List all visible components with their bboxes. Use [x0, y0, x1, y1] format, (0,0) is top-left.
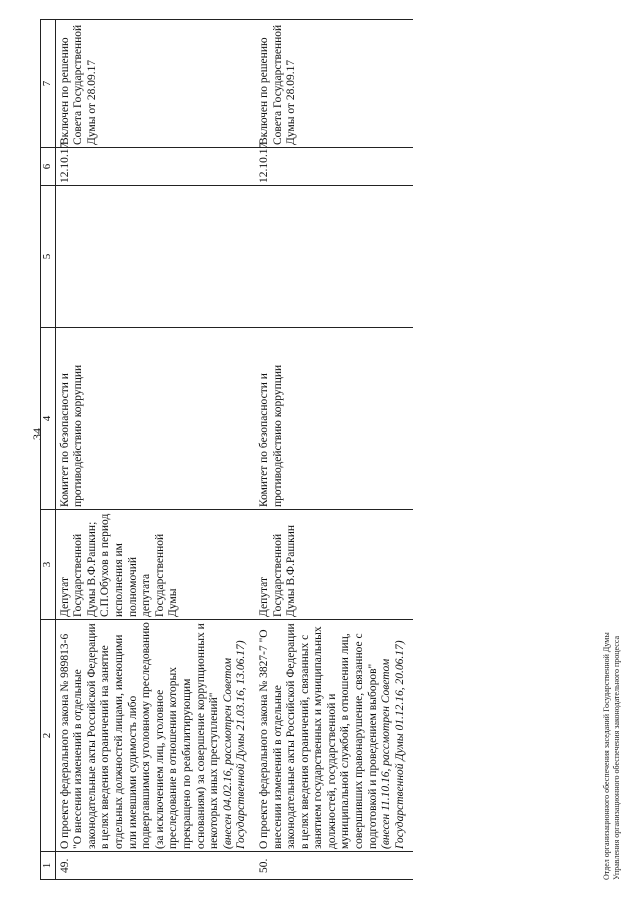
- responsible-committee: Комитет по безопасности и противодействию коррупции: [55, 328, 255, 510]
- inclusion-status: Включен по решению Совета Государственной Думы от 28.09.17: [55, 20, 255, 148]
- col-header-3: 3: [41, 510, 56, 620]
- column-5-cell: [55, 186, 255, 328]
- bill-note: (внесен 11.10.16, рассмотрен Советом Государственной Думы 01.12.16, 20.06.17): [380, 640, 406, 849]
- col-header-6: 6: [41, 148, 56, 186]
- table-row: [255, 20, 414, 880]
- footer-line-1: Отдел организационного обеспечения заседаний Государственной Думы: [602, 632, 611, 880]
- col-header-2: 2: [41, 620, 56, 852]
- bill-title: О проекте федерального закона № 3827-7 "О внесении изменений в отдельные законодательные акты Российской Федерации в целях введения ограничений, связанных с занятием государственных и муниципальных должностей, государственной и муниципальной службой, в отношении лиц, совершивших правонарушение, связанное с подготовкой и проведением выборов": [257, 623, 379, 849]
- table-row: [55, 20, 255, 880]
- page-footer: [602, 632, 622, 880]
- consideration-date: 12.10.17: [255, 148, 414, 186]
- row-number: 50.: [255, 852, 414, 880]
- col-header-5: 5: [41, 186, 56, 328]
- col-header-1: 1: [41, 852, 56, 880]
- inclusion-status: Включен по решению Совета Государственной Думы от 28.09.17: [255, 20, 414, 148]
- consideration-date: 12.10.17: [55, 148, 255, 186]
- table-header-row: [41, 20, 56, 880]
- column-5-cell: [255, 186, 414, 328]
- bills-table: [40, 19, 413, 880]
- row-number: 49.: [55, 852, 255, 880]
- col-header-4: 4: [41, 328, 56, 510]
- bill-note: (внесен 04.02.16, рассмотрен Советом Государственной Думы 21.03.16, 13.06.17): [221, 640, 248, 849]
- col-header-7: 7: [41, 20, 56, 148]
- bill-cell: [55, 620, 255, 852]
- bill-author: Депутат Государственной Думы В.Ф.Рашкин: [255, 510, 414, 620]
- rotated-sheet: [40, 20, 640, 880]
- footer-line-2: Управления организационного обеспечения законодательного процесса: [612, 635, 621, 880]
- bill-title: О проекте федерального закона № 989813-6 "О внесении изменений в отдельные законодательные акты Российской Федерации в целях введения ограничений на занятие отдельных должностей лицами, имеющими или имевшими судимость либо подвергавшимися уголовному преследованию (за исключением лиц, уголовное преследование в отношении которых прекращено по реабилитирующим основаниям) за совершение коррупционных и некоторых иных преступлений": [58, 622, 221, 849]
- responsible-committee: Комитет по безопасности и противодействию коррупции: [255, 328, 414, 510]
- page-number: 34: [30, 428, 44, 440]
- bill-cell: [255, 620, 414, 852]
- bill-author: Депутат Государственной Думы В.Ф.Рашкин; С.П.Обухов в период исполнения им полномочий депутата Государственной Думы: [55, 510, 255, 620]
